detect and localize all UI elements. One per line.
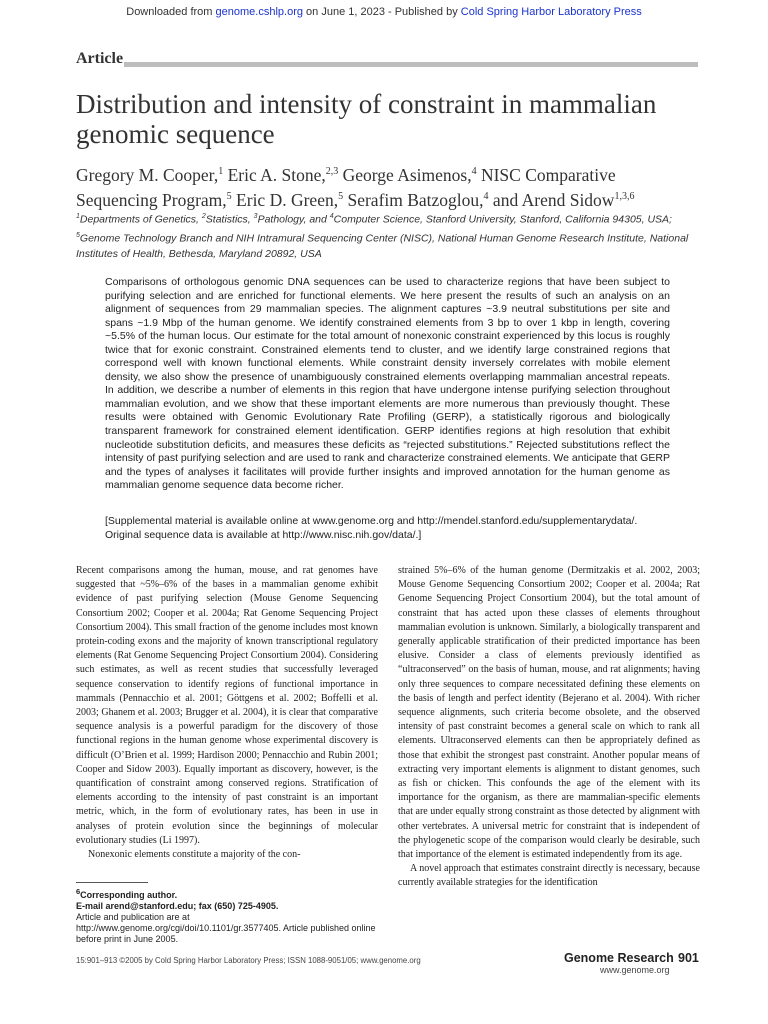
affil-text: Statistics, (205, 213, 254, 226)
header-rule (124, 62, 698, 67)
body-paragraph: Nonexonic elements constitute a majority of the con- (88, 849, 301, 861)
affil-text: Genome Technology Branch and NIH Intramural Sequencing Center (NISC), National Human Genome Research Institute, National Institutes of Health, Bethesda, Maryland 20892, USA (76, 232, 689, 260)
supplemental-note: [Supplemental material is available online at www.genome.org and http://mendel.stanford.edu/supplementarydata/. Original sequence data is available at http://www.nisc.nih.gov/data/.] (105, 515, 638, 541)
author: Eric A. Stone, (223, 164, 326, 185)
journal-url: www.genome.org (600, 965, 670, 975)
corresponding-author-label: Corresponding author. (80, 890, 178, 900)
author-affil: 5 (338, 191, 344, 203)
author-affil: 4 (483, 191, 489, 203)
body-paragraph: strained 5%–6% of the human genome (Dermitzakis et al. 2002, 2003; Mouse Genome Sequencing Consortium 2002; Cooper et al. 2004a; Rat Genome Sequencing Project Consortium 2004), but the total amount of constraint that has acted upon these classes of elements throughout mammalian evolution is unknown. Similarly, a biologically transparent and generally applicable stratification of their predicted importance has been elusive. Consider a class of elements previously identified as “ultraconserved” on the basis of human, mouse, and rat alignments; having only three sequences to compare necessitated defining these elements on the basis of length and perfect identity (Bejerano et al. 2004). With richer sequence alignments, such criteria become obsolete, and the observed intensity of past constraint becomes a general scale on which to rank all elements. Ultraconserved elements can then be appropriately defined as those that exhibit the strongest past constraint. Another popular means of extracting very important elements is alignment to distant genomes, such as fish or chicken. This confounds the age of the element with its importance for the organism, as there are mammalian-specific elements that are under equally strong constraint as those detected by alignment with other vertebrates. A universal metric for constraint that is independent of the phylogenetic scope of the comparison would clearly be desirable, such that importance of the element is estimated independently from its age. (398, 565, 700, 861)
footer-citation: 15:901–913 ©2005 by Cold Spring Harbor Laboratory Press; ISSN 1088-9051/05; www.genome.org (76, 956, 421, 965)
cshl-press-link[interactable]: Cold Spring Harbor Laboratory Press (460, 6, 642, 18)
affil-mark: 2 (201, 213, 206, 220)
author-affil: 1,3,6 (614, 191, 635, 203)
affil-text: Computer Science, Stanford University, Stanford, California 94305, USA; (333, 213, 672, 226)
download-middle: on June 1, 2023 - Published by (302, 6, 461, 18)
section-label: Article (76, 50, 124, 67)
author: Gregory M. Cooper, (76, 164, 219, 185)
affiliations (76, 209, 716, 262)
footnote-mark: 6 (76, 887, 81, 896)
affil-mark: 5 (76, 231, 80, 239)
author: Serafim Batzoglou, (343, 190, 484, 211)
author: NISC Comparative Sequencing Program, (76, 164, 616, 211)
affil-mark: 1 (76, 213, 80, 220)
body-column-left (76, 564, 378, 862)
paper-title: Distribution and intensity of constraint in mammalian genomic sequence (76, 89, 657, 149)
affil-mark: 4 (329, 213, 334, 220)
body-column-right (398, 564, 700, 891)
footnote-rule (76, 882, 148, 883)
article-info: Article and publication are at http://www.genome.org/cgi/doi/10.1101/gr.3577405. Article published online before print in June 2005. (76, 912, 376, 944)
journal-name: Genome Research (564, 951, 674, 965)
contact-email: E-mail arend@stanford.edu; fax (650) 725-4905. (76, 901, 279, 911)
body-paragraph: Recent comparisons among the human, mouse, and rat genomes have suggested that ~5%–6% of the bases in a mammalian genome exhibit evidence of past purifying selection (Mouse Genome Sequencing Consortium 2002; Cooper et al. 2004a; Rat Genome Sequencing Project Consortium 2004). This small fraction of the genome includes most known protein-coding exons and the majority of known transcriptional regulatory elements (Rat Genome Sequencing Project Consortium 2004). Considering such estimates, as well as recent studies that successfully leveraged sequence conservation to identify regions of functional importance in mammals (Pennacchio et al. 2001; Göttgens et al. 2002; Boffelli et al. 2003; Ghanem et al. 2003; Brugger et al. 2004), it is clear that comparative sequence analysis is a powerful paradigm for the discovery of those functional regions in the human genome whose experimental discovery is difficult (O’Brien et al. 1999; Hardison 2000; Pennacchio and Rubin 2001; Cooper and Sidow 2003). Equally important as discovery, however, is the quantification of constraint among conserved regions. Stratification of elements according to the intensity of past constraint is an important metric, which, in the form of evolutionary rates, has been in use in analyses of protein evolution since the beginnings of molecular evolutionary studies (Li 1997). (76, 565, 378, 846)
page-number: 901 (678, 951, 699, 965)
download-banner (0, 6, 768, 18)
abstract: Comparisons of orthologous genomic DNA sequences can be used to characterize regions that have been subject to purifying selection and are enriched for functional elements. We here present the results of such an analysis on an alignment of sequences from 29 mammalian species. The alignment captures ~3.9 neutral substitutions per site and spans ~1.9 Mbp of the human genome. We identify constrained elements from 3 bp to over 1 kbp in length, covering ~5.5% of the human locus. Our estimate for the total amount of nonexonic constraint experienced by this locus is roughly twice that for exonic constraint. Constrained elements tend to cluster, and we identify large constrained regions that correspond well with known functional elements. While constraint density inversely correlates with mobile element density, we also show the presence of unambiguously constrained elements overlapping mammalian ancestral repeats. In addition, we describe a number of elements in this region that have undergone intense purifying selection throughout mammalian evolution, and we show that these important elements are more numerous than previously thought. These results were obtained with Genomic Evolutionary Rate Profiling (GERP), a statistically rigorous and biologically transparent framework for constrained element identification. GERP identifies regions at high resolution that exhibit nucleotide substitution deficits, and measures these deficits as “rejected substitutions.” Rejected substitutions reflect the intensity of past purifying selection and are used to rank and characterize constrained elements. We anticipate that GERP and the types of analyses it facilitates will provide further insights and improved annotation for the human genome as mammalian genome sequence data become richer. (105, 276, 670, 492)
article-header (76, 50, 698, 72)
download-prefix: Downloaded from (126, 6, 216, 18)
author-affil: 2,3 (325, 166, 339, 177)
affil-text: Departments of Genetics, (79, 213, 202, 226)
author-affil: 4 (471, 166, 477, 177)
affil-mark: 3 (253, 213, 258, 220)
author: George Asimenos, (338, 164, 472, 185)
affil-text: Pathology, and (257, 213, 330, 226)
author: and Arend Sidow (488, 190, 615, 211)
correspondence-footnote (76, 886, 386, 945)
genome-site-link[interactable]: genome.cshlp.org (215, 6, 303, 18)
author-list (76, 161, 701, 212)
author-affil: 1 (218, 166, 224, 177)
author: Eric D. Green, (231, 190, 339, 211)
body-paragraph: A novel approach that estimates constraint directly is necessary, because currently available strategies for the identification (398, 863, 700, 889)
author-affil: 5 (226, 191, 232, 203)
